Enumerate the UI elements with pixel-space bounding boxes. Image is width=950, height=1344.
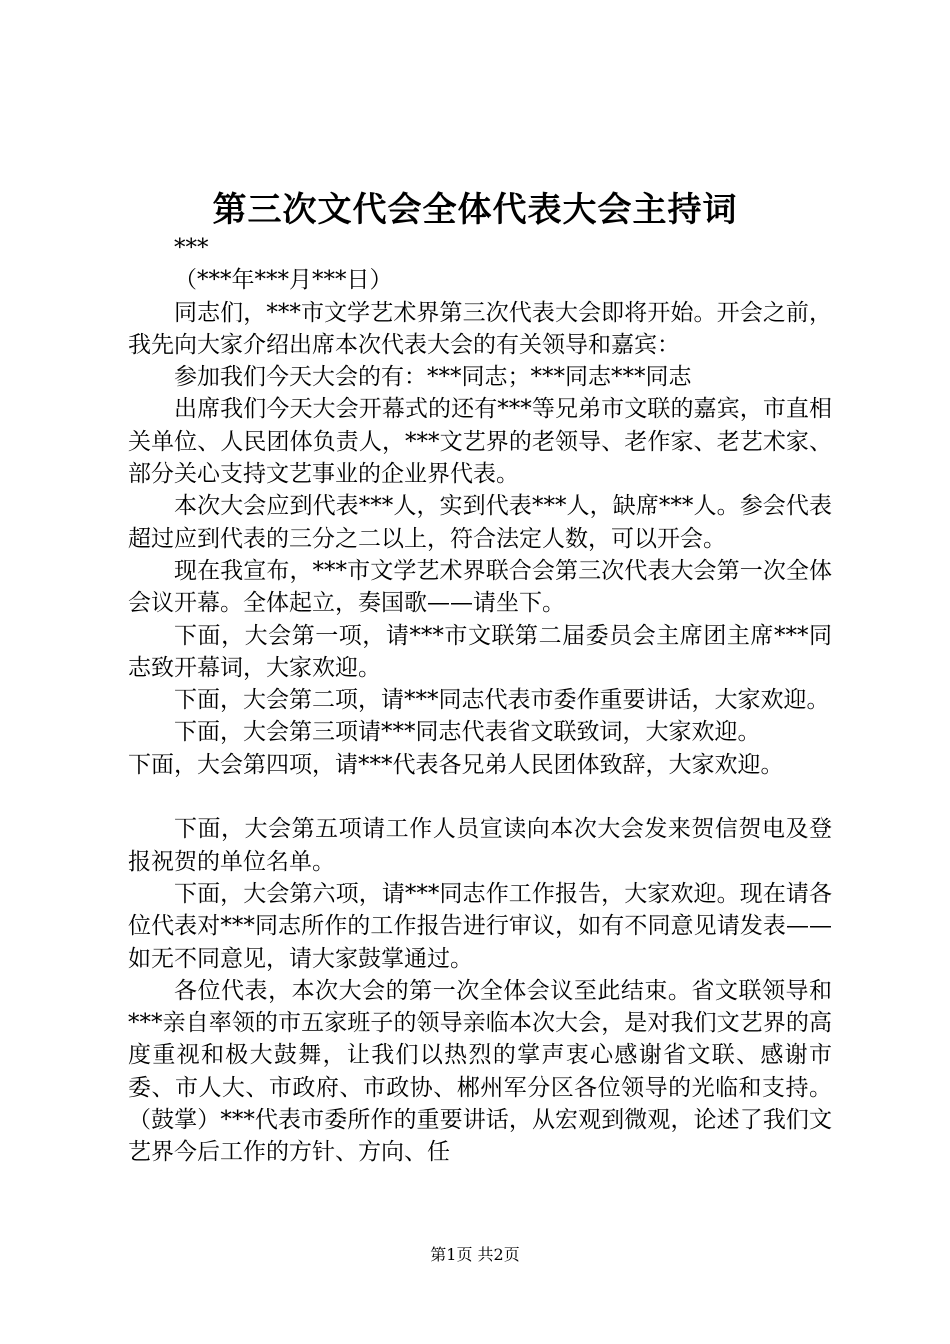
author-line: *** (174, 235, 209, 261)
document-body (128, 232, 832, 1169)
paragraph: 现在我宣布，***市文学艺术界联合会第三次代表大会第一次全体会议开幕。全体起立，奏国歌——请坐下。 (128, 557, 832, 617)
paragraph: 下面，大会第五项请工作人员宣读向本次大会发来贺信贺电及登报祝贺的单位名单。 (128, 816, 832, 875)
paragraph: 下面，大会第一项，请***市文联第二届委员会主席团主席***同志致开幕词，大家欢迎。 (128, 622, 832, 681)
paragraph: 出席我们今天大会开幕式的还有***等兄弟市文联的嘉宾，市直相关单位、人民团体负责人，***文艺界的老领导、老作家、老艺术家、部分关心支持文艺事业的企业界代表。 (128, 396, 832, 488)
paragraph: 本次大会应到代表***人，实到代表***人，缺席***人。参会代表超过应到代表的三分之二以上，符合法定人数，可以开会。 (128, 493, 832, 552)
date-line: （***年***月***日） (174, 267, 393, 294)
page-footer: 第1页 共2页 (430, 1245, 520, 1264)
paragraph: 各位代表，本次大会的第一次全体会议至此结束。省文联领导和***亲自率领的市五家班子的领导亲临本次大会，是对我们文艺界的高度重视和极大鼓舞，让我们以热烈的掌声衷心感谢省文联、感谢市委、市人大、市政府、市政协、郴州军分区各位领导的光临和支持。（鼓掌）***代表市委所作的重要讲话，从宏观到微观，论述了我们文艺界今后工作的方针、方向、任 (128, 977, 832, 1166)
paragraph: 同志们，***市文学艺术界第三次代表大会即将开始。开会之前，我先向大家介绍出席本次代表大会的有关领导和嘉宾： (128, 299, 832, 358)
paragraph: 下面，大会第二项，请***同志代表市委作重要讲话，大家欢迎。 (174, 687, 830, 714)
document-title: 第三次文代会全体代表大会主持词 (212, 190, 738, 230)
blank-line (128, 781, 832, 813)
paragraph: 下面，大会第六项，请***同志作工作报告，大家欢迎。现在请各位代表对***同志所作的工作报告进行审议，如有不同意见请发表——如无不同意见，请大家鼓掌通过。 (128, 880, 832, 972)
paragraph: 下面，大会第三项请***同志代表省文联致词，大家欢迎。 (174, 719, 761, 746)
paragraph: 参加我们今天大会的有：***同志；***同志***同志 (174, 364, 692, 391)
paragraph: 下面，大会第四项，请***代表各兄弟人民团体致辞，大家欢迎。 (128, 751, 784, 778)
